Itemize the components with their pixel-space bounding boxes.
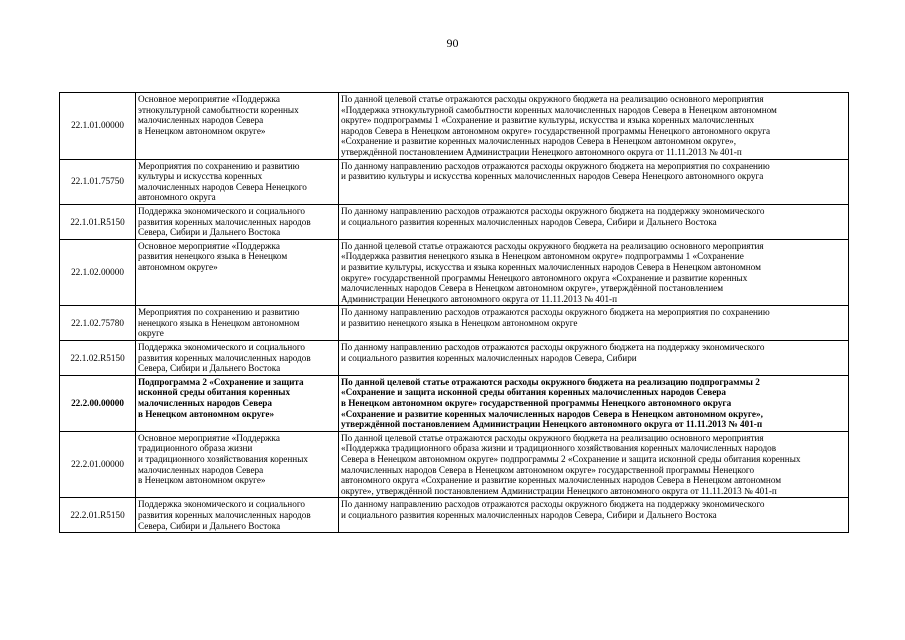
target-article-code: 22.2.01.00000 xyxy=(60,431,136,498)
table-row xyxy=(60,341,849,376)
name-line: Севера, Сибири и Дальнего Востока xyxy=(138,227,281,238)
description-line: По данной целевой статье отражаются расходы окружного бюджета на реализацию основного мероприятия xyxy=(341,240,764,251)
table-row xyxy=(60,375,849,431)
description-line: малочисленных народов Севера в Ненецком автономном округе» государственной программы Ненецкого xyxy=(341,464,755,475)
target-article-description xyxy=(339,431,849,498)
target-article-name xyxy=(136,93,339,160)
name-line: развития коренных малочисленных народов xyxy=(138,509,311,520)
target-article-code: 22.2.01.R5150 xyxy=(60,498,136,533)
target-article-name xyxy=(136,431,339,498)
target-article-description xyxy=(339,306,849,341)
description-line: округе» подпрограммы 1 «Сохранение и развитие культуры, искусства и языка коренных малочисленных xyxy=(341,115,755,126)
name-line: в Ненецком автономном округе» xyxy=(138,125,266,136)
target-article-description xyxy=(339,159,849,204)
description-line: Администрации Ненецкого автономного округа от 11.11.2013 № 401-п xyxy=(341,293,618,304)
name-line: развития коренных малочисленных народов xyxy=(138,352,311,363)
description-line: округе», утверждённой постановлением Администрации Ненецкого автономного округа от 11.11.2013 № 401-п xyxy=(341,485,777,496)
table-row xyxy=(60,306,849,341)
name-line: Подпрограмма 2 «Сохранение и защита xyxy=(138,376,304,387)
target-article-name xyxy=(136,204,339,239)
name-line: культуры и искусства коренных xyxy=(138,171,263,182)
name-line: автономного округа xyxy=(138,192,216,203)
target-article-code: 22.1.01.75750 xyxy=(60,159,136,204)
target-article-name xyxy=(136,239,339,306)
description-line: По данному направлению расходов отражаются расходы окружного бюджета на мероприятия по сохранению xyxy=(341,307,770,318)
target-article-name xyxy=(136,498,339,533)
description-line: и развитию ненецкого языка в Ненецком автономном округе xyxy=(341,317,578,328)
description-line: в Ненецком автономном округе» государственной программы Ненецкого автономного округа xyxy=(341,398,732,409)
description-line: По данному направлению расходов отражаются расходы окружного бюджета на поддержку экономического xyxy=(341,342,765,353)
description-line: «Сохранение и защита исконной среды обитания коренных малочисленных народов Севера xyxy=(341,387,726,398)
target-article-code: 22.2.00.00000 xyxy=(60,375,136,431)
description-line: утверждённой постановлением Администрации Ненецкого автономного округа от 11.11.2013 № 401-п xyxy=(341,146,742,157)
name-line: малочисленных народов Севера xyxy=(138,398,272,409)
description-line: По данной целевой статье отражаются расходы окружного бюджета на реализацию подпрограммы 2 xyxy=(341,376,760,387)
name-line: Поддержка экономического и социального xyxy=(138,342,305,353)
name-line: Поддержка экономического и социального xyxy=(138,205,305,216)
target-article-description xyxy=(339,341,849,376)
table-row xyxy=(60,431,849,498)
description-line: малочисленных народов Севера в Ненецком автономном округе», утверждённой постановлением xyxy=(341,283,724,294)
name-line: развития ненецкого языка в Ненецком xyxy=(138,251,288,262)
description-line: По данному направлению расходов отражаются расходы окружного бюджета на поддержку экономического xyxy=(341,499,765,510)
target-article-description xyxy=(339,239,849,306)
target-article-code: 22.1.02.00000 xyxy=(60,239,136,306)
description-line: По данной целевой статье отражаются расходы окружного бюджета на реализацию основного мероприятия xyxy=(341,432,764,443)
name-line: и традиционного хозяйствования коренных xyxy=(138,454,308,464)
description-line: «Сохранение и развитие коренных малочисленных народов Севера в Ненецком автономном округе», xyxy=(341,136,737,147)
name-line: этнокультурной самобытности коренных xyxy=(138,104,299,115)
target-article-code: 22.1.02.R5150 xyxy=(60,341,136,376)
description-line: утверждённой постановлением Администрации Ненецкого автономного округа от 11.11.2013 № 401-п xyxy=(341,419,763,430)
name-line: в Ненецком автономном округе» xyxy=(138,408,275,419)
description-line: По данному направлению расходов отражаются расходы окружного бюджета на поддержку экономического xyxy=(341,205,765,216)
name-line: ненецкого языка в Ненецком автономном xyxy=(138,317,300,328)
table-row xyxy=(60,204,849,239)
target-article-description xyxy=(339,375,849,431)
name-line: Поддержка экономического и социального xyxy=(138,499,305,510)
target-article-name xyxy=(136,306,339,341)
description-line: «Поддержка развития ненецкого языка в Ненецком автономном округе» подпрограммы 1 «Сохранение xyxy=(341,251,744,262)
target-article-code: 22.1.01.00000 xyxy=(60,93,136,160)
name-line: Мероприятия по сохранению и развитию xyxy=(138,307,300,318)
target-article-name xyxy=(136,159,339,204)
target-article-code: 22.1.01.R5150 xyxy=(60,204,136,239)
budget-classification-table xyxy=(59,92,849,533)
name-line: округе xyxy=(138,328,164,339)
name-line: в Ненецком автономном округе» xyxy=(138,475,266,486)
description-line: народов Севера в Ненецком автономном округе» государственной программы Ненецкого автономного округа xyxy=(341,125,771,136)
target-article-description xyxy=(339,204,849,239)
table-row xyxy=(60,239,849,306)
name-line: исконной среды обитания коренных xyxy=(138,387,291,398)
target-article-code: 22.1.02.75780 xyxy=(60,306,136,341)
description-line: и развитию культуры и искусства коренных малочисленных народов Севера Ненецкого автономного округа xyxy=(341,171,764,182)
name-line: автономном округе» xyxy=(138,261,218,272)
description-line: Севера в Ненецком автономном округе» подпрограммы 2 «Сохранение и защита исконной среды обитания коренных xyxy=(341,454,801,464)
description-line: автономного округа «Сохранение и развитие коренных малочисленных народов Севера в Ненецком автономном xyxy=(341,475,782,486)
name-line: Основное мероприятие «Поддержка xyxy=(138,94,280,104)
name-line: малочисленных народов Севера xyxy=(138,464,264,475)
name-line: Основное мероприятие «Поддержка xyxy=(138,240,280,251)
name-line: Севера, Сибири и Дальнего Востока xyxy=(138,363,281,374)
name-line: Мероприятия по сохранению и развитию xyxy=(138,160,300,171)
description-line: По данному направлению расходов отражаются расходы окружного бюджета на мероприятия по сохранению xyxy=(341,160,770,171)
name-line: Севера, Сибири и Дальнего Востока xyxy=(138,520,281,531)
description-line: «Сохранение и развитие коренных малочисленных народов Севера в Ненецком автономном округе», xyxy=(341,408,763,419)
name-line: малочисленных народов Севера xyxy=(138,115,264,126)
name-line: Основное мероприятие «Поддержка xyxy=(138,432,280,443)
description-line: и социального развития коренных малочисленных народов Севера, Сибири и Дальнего Востока xyxy=(341,216,717,227)
target-article-description xyxy=(339,93,849,160)
table-row xyxy=(60,93,849,160)
description-line: и социального развития коренных малочисленных народов Севера, Сибири и Дальнего Востока xyxy=(341,509,717,520)
target-article-name xyxy=(136,341,339,376)
target-article-description xyxy=(339,498,849,533)
name-line: традиционного образа жизни xyxy=(138,443,253,454)
target-article-name xyxy=(136,375,339,431)
description-line: «Поддержка этнокультурной самобытности коренных малочисленных народов Севера в Ненецком автономном xyxy=(341,104,777,115)
description-line: и развитие культуры, искусства и языка коренных малочисленных народов Севера в Ненецком автономном xyxy=(341,261,761,272)
name-line: развития коренных малочисленных народов xyxy=(138,216,311,227)
description-line: «Поддержка традиционного образа жизни и традиционного хозяйствования коренных малочисленных народов xyxy=(341,443,777,454)
description-line: По данной целевой статье отражаются расходы окружного бюджета на реализацию основного мероприятия xyxy=(341,94,764,104)
description-line: округе» государственной программы Ненецкого автономного округа «Сохранение и развитие коренных xyxy=(341,272,748,283)
description-line: и социального развития коренных малочисленных народов Севера, Сибири xyxy=(341,352,637,363)
page-number: 90 xyxy=(446,36,459,50)
name-line: малочисленных народов Севера Ненецкого xyxy=(138,181,307,192)
table-row xyxy=(60,159,849,204)
table-row xyxy=(60,498,849,533)
